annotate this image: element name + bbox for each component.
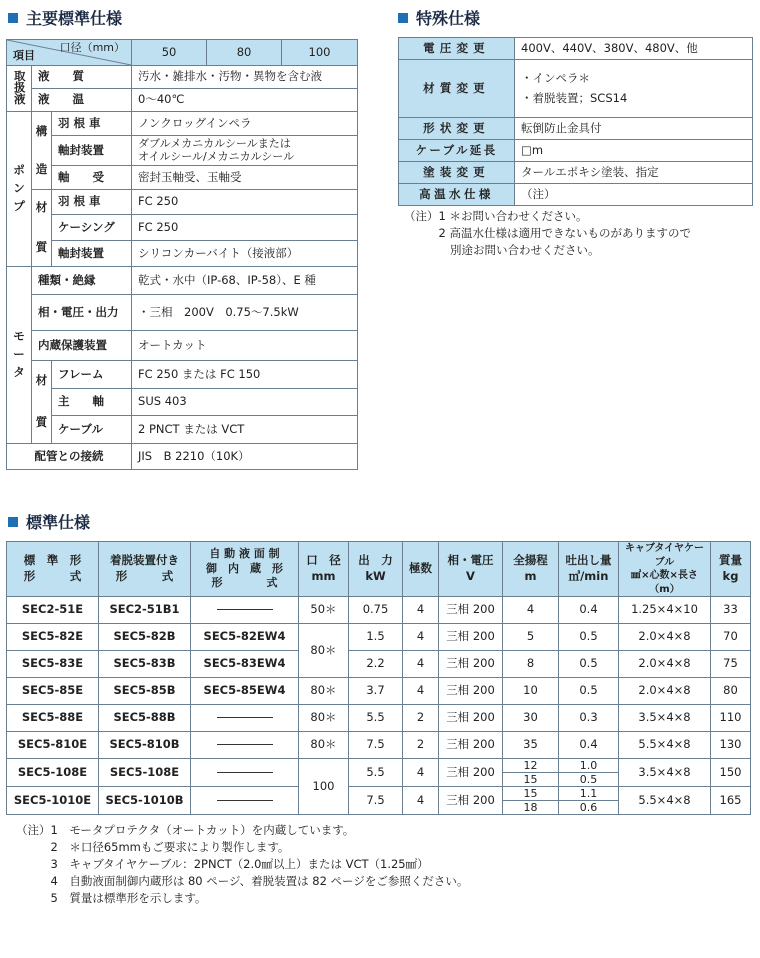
- blue-square-icon: [8, 13, 18, 23]
- motor-group: モ ー タ: [7, 267, 32, 444]
- head-cell: 5: [503, 624, 559, 651]
- main-spec-title-text: 主要標準仕様: [26, 9, 123, 28]
- table-row: [7, 705, 751, 732]
- high-temp-label: 高温水仕様: [399, 184, 515, 206]
- std-header-row: [7, 542, 751, 597]
- phase-cell: 三相 200: [439, 678, 503, 705]
- motor-phase-label: 相・電圧・出力: [32, 295, 132, 331]
- voltage-change-label: 電圧変更: [399, 38, 515, 60]
- handling-liquid-group: 取扱液: [7, 66, 32, 112]
- motor-phase-value: ・三相 200V 0.75～7.5kW: [132, 295, 358, 331]
- mass-cell: 75: [711, 651, 751, 678]
- cable-cell: 2.0×4×8: [619, 678, 711, 705]
- poles-cell: 4: [403, 759, 439, 787]
- standard-notes: [16, 822, 468, 907]
- phase-cell: 三相 200: [439, 705, 503, 732]
- hdr-flow: 吐出し量 ㎥/min: [559, 542, 619, 597]
- std-model-cell: SEC5-1010E: [7, 787, 99, 815]
- table-row: [7, 651, 751, 678]
- flow-cell: 0.5: [559, 651, 619, 678]
- poles-cell: 4: [403, 597, 439, 624]
- auto-model-cell: [191, 787, 299, 815]
- output-cell: 3.7: [349, 678, 403, 705]
- std-model-cell: SEC5-83E: [7, 651, 99, 678]
- size-100: 100: [282, 40, 358, 66]
- output-cell: 7.5: [349, 732, 403, 759]
- cable-cell: 2.0×4×8: [619, 651, 711, 678]
- std-model-cell: SEC2-51E: [7, 597, 99, 624]
- phase-cell: 三相 200: [439, 787, 503, 815]
- main-spec-table: [6, 39, 358, 470]
- pump-impeller-material-label: 羽 根 車: [52, 190, 132, 215]
- high-temp-value: （注）: [515, 184, 753, 206]
- output-cell: 5.5: [349, 705, 403, 732]
- voltage-change-value: 400V、440V、380V、480V、他: [515, 38, 753, 60]
- output-cell: 5.5: [349, 759, 403, 787]
- poles-cell: 2: [403, 705, 439, 732]
- std-model-cell: SEC5-82E: [7, 624, 99, 651]
- liquid-quality-label: 液 質: [32, 66, 132, 89]
- pump-structure-group: 構 造: [32, 112, 52, 190]
- detach-model-cell: SEC5-810B: [99, 732, 191, 759]
- phase-cell: 三相 200: [439, 651, 503, 678]
- standard-note-2: 2 ＊口径65mmもご要求により製作します。: [16, 840, 290, 854]
- bore-cell: 80＊: [299, 624, 349, 678]
- flow-cell: 0.4: [559, 732, 619, 759]
- dash-line: [217, 772, 273, 773]
- dash-line: [217, 609, 273, 610]
- bore-cell: 80＊: [299, 732, 349, 759]
- table-row: [7, 624, 751, 651]
- std-model-cell: SEC5-810E: [7, 732, 99, 759]
- mass-cell: 165: [711, 787, 751, 815]
- hdr-auto-model: 自 動 液 面 制 御 内 蔵 形 形 式: [191, 542, 299, 597]
- shape-change-label: 形状変更: [399, 118, 515, 140]
- shaft-seal-label: 軸封装置: [52, 136, 132, 166]
- impeller-label: 羽 根 車: [52, 112, 132, 136]
- item-label: 項目: [13, 49, 35, 63]
- flow-cell: 0.5: [559, 624, 619, 651]
- material-change-value: ・インペラ＊ ・着脱装置；SCS14: [515, 60, 753, 118]
- table-row: [7, 678, 751, 705]
- size-80: 80: [207, 40, 282, 66]
- auto-model-cell: SEC5-82EW4: [191, 624, 299, 651]
- hdr-head: 全揚程 m: [503, 542, 559, 597]
- paint-change-label: 塗装変更: [399, 162, 515, 184]
- phase-cell: 三相 200: [439, 624, 503, 651]
- impeller-value: ノンクロッグインペラ: [132, 112, 358, 136]
- motor-material-group: 材 質: [32, 361, 52, 444]
- mass-cell: 110: [711, 705, 751, 732]
- pump-group: ポ ン プ: [7, 112, 32, 267]
- head-cell: 30: [503, 705, 559, 732]
- flow-cell: 1.1 0.6: [559, 787, 619, 815]
- poles-cell: 4: [403, 651, 439, 678]
- flow-cell: 0.5: [559, 678, 619, 705]
- liquid-temp-label: 液 温: [32, 89, 132, 112]
- detach-model-cell: SEC5-1010B: [99, 787, 191, 815]
- pipe-connection-label: 配管との接続: [7, 444, 132, 470]
- output-cell: 0.75: [349, 597, 403, 624]
- bore-label: 口径（mm）: [59, 41, 126, 54]
- special-notes: [404, 208, 691, 259]
- head-cell: 10: [503, 678, 559, 705]
- cable-cell: 3.5×4×8: [619, 705, 711, 732]
- standard-note-1: （注）1 モータプロテクタ（オートカット）を内蔵しています。: [16, 823, 355, 837]
- auto-model-cell: SEC5-85EW4: [191, 678, 299, 705]
- auto-model-cell: [191, 732, 299, 759]
- standard-spec-table: [6, 541, 751, 815]
- shape-change-value: 転倒防止金具付: [515, 118, 753, 140]
- head-cell: 35: [503, 732, 559, 759]
- poles-cell: 2: [403, 732, 439, 759]
- motor-type-value: 乾式・水中（IP-68、IP-58）、E 種: [132, 267, 358, 295]
- liquid-temp-value: 0～40℃: [132, 89, 358, 112]
- cable-value: 2 PNCT または VCT: [132, 416, 358, 444]
- std-model-cell: SEC5-85E: [7, 678, 99, 705]
- dash-line: [217, 744, 273, 745]
- detach-model-cell: SEC5-88B: [99, 705, 191, 732]
- flow-cell: 1.0 0.5: [559, 759, 619, 787]
- seal-material-label: 軸封装置: [52, 241, 132, 267]
- cable-cell: 5.5×4×8: [619, 787, 711, 815]
- standard-spec-title-text: 標準仕様: [26, 513, 91, 532]
- cable-extension-value: □m: [515, 140, 753, 162]
- flow-cell: 0.3: [559, 705, 619, 732]
- cable-label: ケーブル: [52, 416, 132, 444]
- hdr-mass: 質量 kg: [711, 542, 751, 597]
- table-row: [7, 759, 751, 787]
- hdr-output: 出 力 kW: [349, 542, 403, 597]
- output-cell: 7.5: [349, 787, 403, 815]
- cable-cell: 5.5×4×8: [619, 732, 711, 759]
- table-row: [7, 787, 751, 815]
- dash-line: [217, 717, 273, 718]
- main-shaft-value: SUS 403: [132, 389, 358, 416]
- special-note-1: （注）1 ＊お問い合わせください。: [404, 209, 588, 223]
- pump-impeller-material-value: FC 250: [132, 190, 358, 215]
- cable-cell: 2.0×4×8: [619, 624, 711, 651]
- auto-model-cell: [191, 705, 299, 732]
- head-cell: 4: [503, 597, 559, 624]
- hdr-cable: キャブタイヤケーブル ㎟×心数×長さ（m）: [619, 542, 711, 597]
- spec-header-row: [7, 40, 358, 66]
- bore-cell: 80＊: [299, 705, 349, 732]
- casing-value: FC 250: [132, 215, 358, 241]
- cable-cell: 3.5×4×8: [619, 759, 711, 787]
- detach-model-cell: SEC2-51B1: [99, 597, 191, 624]
- special-note-3: 別途お問い合わせください。: [404, 243, 600, 257]
- output-cell: 1.5: [349, 624, 403, 651]
- table-row: [7, 597, 751, 624]
- special-spec-table: [398, 37, 753, 206]
- mass-cell: 130: [711, 732, 751, 759]
- bearing-value: 密封玉軸受、玉軸受: [132, 166, 358, 190]
- blue-square-icon: [8, 517, 18, 527]
- bore-cell: 50＊: [299, 597, 349, 624]
- auto-model-cell: [191, 759, 299, 787]
- spec-header-corner: [7, 40, 132, 66]
- hdr-phase: 相・電圧 V: [439, 542, 503, 597]
- flow-cell: 0.4: [559, 597, 619, 624]
- mass-cell: 80: [711, 678, 751, 705]
- special-note-2: 2 高温水仕様は適用できないものがありますので: [404, 226, 691, 240]
- pipe-connection-value: JIS B 2210（10K）: [132, 444, 358, 470]
- hdr-detach-model: 着脱装置付き 形 式: [99, 542, 191, 597]
- standard-note-3: 3 キャブタイヤケーブル：2PNCT（2.0㎟以上）または VCT（1.25㎟）: [16, 857, 429, 871]
- hdr-bore: 口 径 mm: [299, 542, 349, 597]
- cable-extension-label: ケーブル延長: [399, 140, 515, 162]
- auto-model-cell: SEC5-83EW4: [191, 651, 299, 678]
- auto-model-cell: [191, 597, 299, 624]
- protection-label: 内蔵保護装置: [32, 331, 132, 361]
- main-shaft-label: 主 軸: [52, 389, 132, 416]
- table-row: [7, 732, 751, 759]
- size-50: 50: [132, 40, 207, 66]
- phase-cell: 三相 200: [439, 732, 503, 759]
- frame-value: FC 250 または FC 150: [132, 361, 358, 389]
- protection-value: オートカット: [132, 331, 358, 361]
- motor-type-label: 種類・絶縁: [32, 267, 132, 295]
- mass-cell: 150: [711, 759, 751, 787]
- standard-note-5: 5 質量は標準形を示します。: [16, 891, 207, 905]
- poles-cell: 4: [403, 787, 439, 815]
- seal-material-value: シリコンカーバイト（接液部）: [132, 241, 358, 267]
- poles-cell: 4: [403, 678, 439, 705]
- mass-cell: 70: [711, 624, 751, 651]
- paint-change-value: タールエポキシ塗装、指定: [515, 162, 753, 184]
- liquid-quality-value: 汚水・雑排水・汚物・異物を含む液: [132, 66, 358, 89]
- head-cell: 15 18: [503, 787, 559, 815]
- shaft-seal-value: ダブルメカニカルシールまたは オイルシール/メカニカルシール: [132, 136, 358, 166]
- casing-label: ケーシング: [52, 215, 132, 241]
- output-cell: 2.2: [349, 651, 403, 678]
- standard-spec-title: [8, 510, 90, 533]
- head-cell: 8: [503, 651, 559, 678]
- special-spec-title-text: 特殊仕様: [416, 9, 481, 28]
- dash-line: [217, 800, 273, 801]
- bore-cell: 80＊: [299, 678, 349, 705]
- bearing-label: 軸 受: [52, 166, 132, 190]
- cable-cell: 1.25×4×10: [619, 597, 711, 624]
- special-spec-title: [398, 6, 480, 29]
- phase-cell: 三相 200: [439, 597, 503, 624]
- mass-cell: 33: [711, 597, 751, 624]
- phase-cell: 三相 200: [439, 759, 503, 787]
- frame-label: フレーム: [52, 361, 132, 389]
- standard-note-4: 4 自動液面制御内蔵形は 80 ページ、着脱装置は 82 ページをご参照ください。: [16, 874, 469, 888]
- hdr-poles: 極数: [403, 542, 439, 597]
- std-model-cell: SEC5-88E: [7, 705, 99, 732]
- std-model-cell: SEC5-108E: [7, 759, 99, 787]
- blue-square-icon: [398, 13, 408, 23]
- pump-material-group: 材 質: [32, 190, 52, 267]
- bore-cell: 100: [299, 759, 349, 815]
- detach-model-cell: SEC5-108E: [99, 759, 191, 787]
- main-spec-title: [8, 6, 122, 29]
- hdr-std-model: 標 準 形 形 式: [7, 542, 99, 597]
- head-cell: 12 15: [503, 759, 559, 787]
- detach-model-cell: SEC5-85B: [99, 678, 191, 705]
- detach-model-cell: SEC5-82B: [99, 624, 191, 651]
- detach-model-cell: SEC5-83B: [99, 651, 191, 678]
- poles-cell: 4: [403, 624, 439, 651]
- material-change-label: 材質変更: [399, 60, 515, 118]
